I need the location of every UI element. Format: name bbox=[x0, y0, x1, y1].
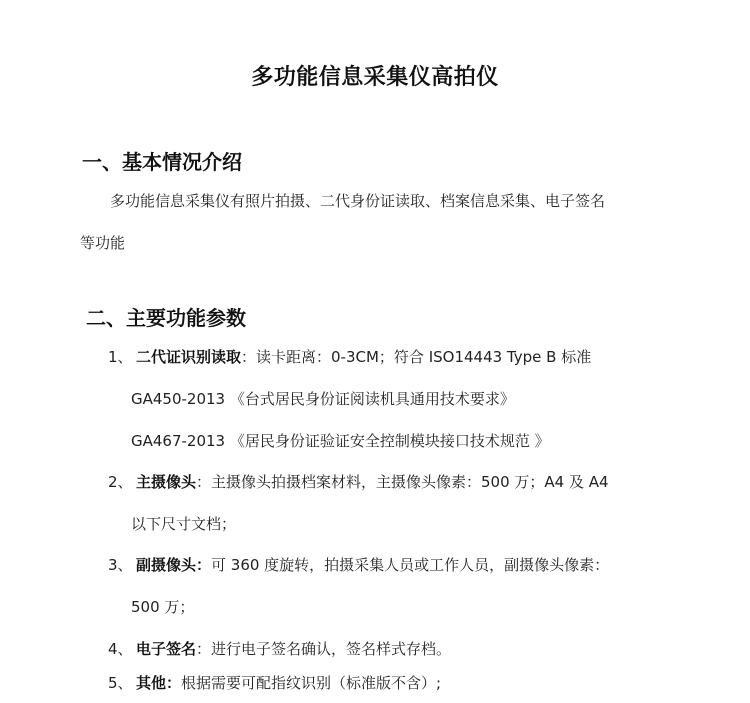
list-item-id-card-reader bbox=[108, 346, 591, 367]
section-heading-basic-info: 一、基本情况介绍 bbox=[82, 150, 242, 174]
list-item-continuation: GA467-2013 《居民身份证验证安全控制模块接口技术规范 》 bbox=[131, 432, 550, 450]
list-item-label: 其他： bbox=[136, 674, 182, 692]
list-item-other bbox=[108, 672, 441, 693]
section-heading-main-params: 二、主要功能参数 bbox=[86, 306, 246, 330]
list-item-continuation: 500 万； bbox=[131, 598, 195, 616]
document-title: 多功能信息采集仪高拍仪 bbox=[251, 65, 499, 90]
list-item-text: 可 360 度旋转，拍摄采集人员或工作人员，副摄像头像素： bbox=[211, 556, 610, 574]
list-item-number: 3、 bbox=[108, 556, 133, 574]
list-item-continuation: GA450-2013 《台式居民身份证阅读机具通用技术要求》 bbox=[131, 390, 515, 408]
list-item-text: ：读卡距离：0-3CM；符合 ISO14443 Type B 标准 bbox=[241, 348, 592, 366]
list-item-number: 1、 bbox=[108, 348, 133, 366]
intro-paragraph-line-1: 多功能信息采集仪有照片拍摄、二代身份证读取、档案信息采集、电子签名 bbox=[110, 192, 606, 210]
list-item-label: 电子签名 bbox=[136, 640, 197, 658]
list-item-text: ：主摄像头拍摄档案材料，主摄像头像素：500 万；A4 及 A4 bbox=[196, 473, 609, 491]
list-item-text: ：进行电子签名确认，签名样式存档。 bbox=[196, 640, 452, 658]
intro-paragraph-line-2: 等功能 bbox=[80, 234, 126, 252]
list-item-secondary-camera bbox=[108, 554, 609, 575]
list-item-continuation: 以下尺寸文档； bbox=[131, 515, 237, 533]
list-item-number: 5、 bbox=[108, 674, 133, 692]
list-item-text: 根据需要可配指纹识别（标准版不含）; bbox=[181, 674, 442, 692]
list-item-e-signature bbox=[108, 638, 451, 659]
list-item-number: 4、 bbox=[108, 640, 133, 658]
list-item-main-camera bbox=[108, 471, 609, 492]
list-item-number: 2、 bbox=[108, 473, 133, 491]
list-item-label: 主摄像头 bbox=[136, 473, 197, 491]
list-item-label: 副摄像头： bbox=[136, 556, 212, 574]
list-item-label: 二代证识别读取 bbox=[136, 348, 242, 366]
